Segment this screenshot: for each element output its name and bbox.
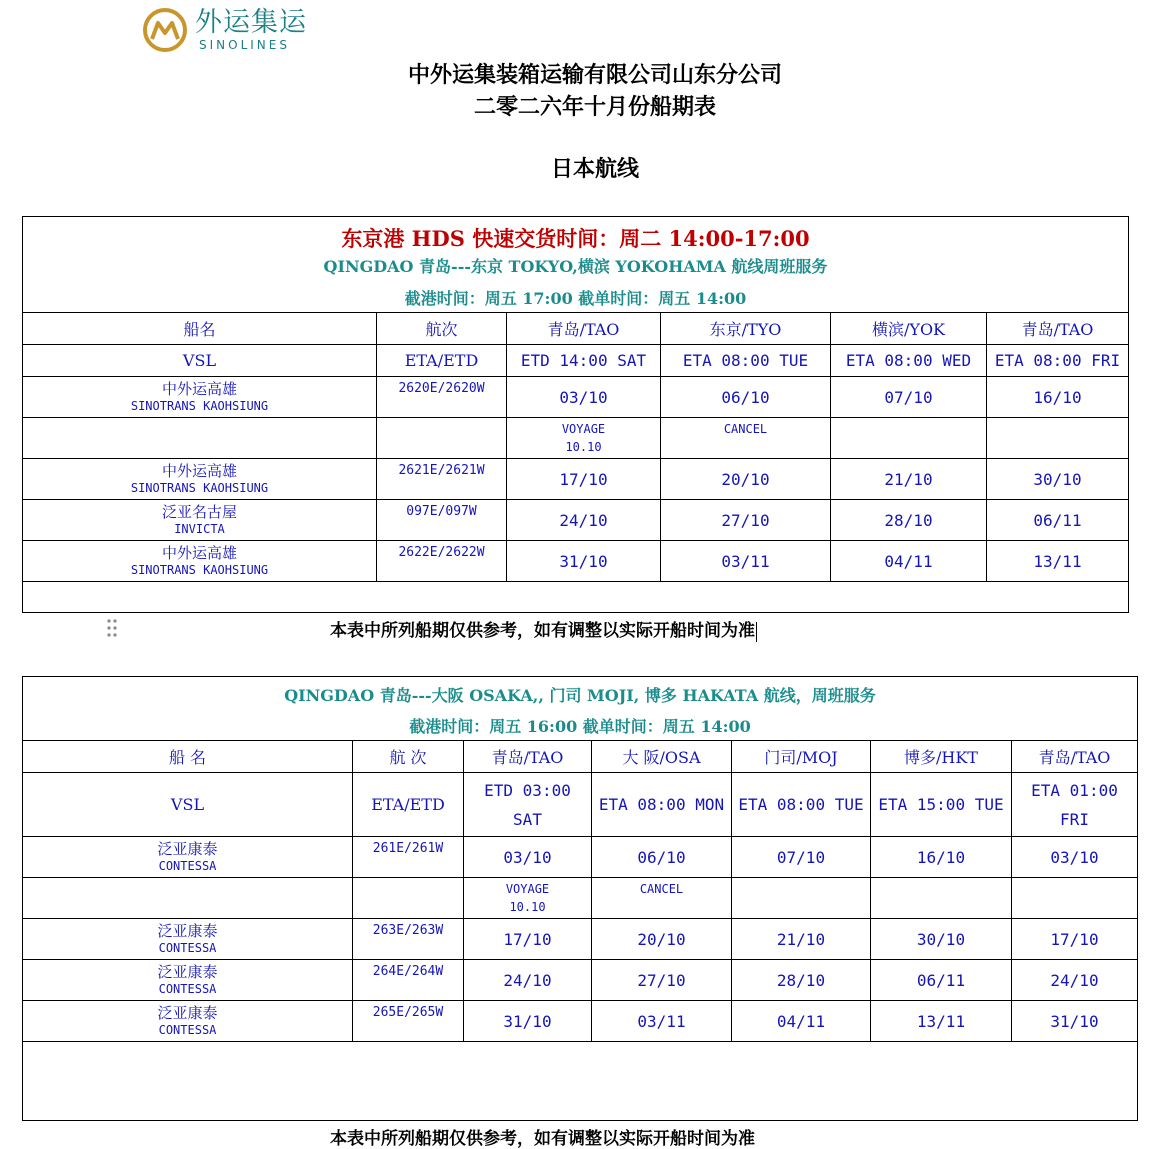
t1-empty-cell [831, 418, 987, 458]
t1-data-row [23, 377, 1128, 418]
t2-vessel-cell [23, 960, 353, 1000]
t1-data-row [23, 418, 1128, 459]
t2-header-text: 大 阪/OSA [622, 748, 701, 767]
t1-date-cell: 30/10 [1033, 469, 1082, 489]
t1-data-row [23, 541, 1128, 582]
t2-header-cell [871, 741, 1012, 772]
t2-empty-cell [732, 878, 871, 918]
t1-date-cell: 03/11 [661, 541, 831, 581]
table2-grid [23, 740, 1137, 1121]
t1-header-text: ETD 14:00 SAT [520, 351, 647, 370]
t2-voyage-note-text: VOYAGE [505, 882, 550, 896]
t2-date-cell: 24/10 [1050, 970, 1099, 990]
t1-voyage-cell: 2622E/2622W [377, 541, 507, 581]
company-name: 中外运集装箱运输有限公司山东分公司 [407, 62, 782, 88]
t1-date-cell: 16/10 [1033, 387, 1082, 407]
t1-data-row [23, 459, 1128, 500]
t2-date-cell: 20/10 [592, 919, 732, 959]
t2-header-text: ETA/ETD [371, 795, 445, 814]
t1-vessel-name-cn: 中外运高雄 [161, 380, 237, 398]
t2-empty-cell [871, 878, 1012, 918]
t2-header-text: ETA 15:00 TUE [878, 795, 1004, 814]
t2-vessel-name-cn: 泛亚康泰 [157, 963, 218, 981]
t2-voyage-cell: 261E/261W [353, 837, 464, 877]
t2-date-cell: 03/10 [1050, 847, 1099, 867]
t2-date-cell: 07/10 [732, 837, 871, 877]
t1-date-cell: 17/10 [507, 459, 661, 499]
t1-vessel-name-en: INVICTA [174, 522, 225, 536]
t2-date-cell: 30/10 [871, 919, 1012, 959]
t1-header-text: 航次 [425, 320, 458, 339]
t1-date-cell: 06/11 [1033, 510, 1082, 530]
t2-date-cell: 17/10 [464, 919, 592, 959]
tokyo-hds-banner: 东京港 HDS 快速交货时间：周二 14:00-17:00 [341, 226, 810, 251]
t1-header-cell [987, 345, 1128, 376]
t1-header-cell [377, 345, 507, 376]
t2-voyage-cell: 264E/264W [353, 960, 464, 1000]
table1-route-banner: QINGDAO 青岛---东京 TOKYO,横滨 YOKOHAMA 航线周班服务 [323, 257, 828, 276]
t2-date-cell: 16/10 [871, 837, 1012, 877]
t1-vessel-name-cn: 中外运高雄 [161, 544, 237, 562]
sinolines-logo-icon [143, 8, 187, 52]
sinolines-logo [143, 8, 323, 52]
t2-voyage-note-text: 10.10 [509, 900, 546, 914]
t1-date-cell: 24/10 [507, 500, 661, 540]
t2-vessel-name-cn: 泛亚康泰 [157, 1004, 218, 1022]
t1-date-cell: 31/10 [507, 541, 661, 581]
t2-header-cell [353, 773, 464, 836]
tokyo-yokohama-schedule-table [22, 216, 1129, 613]
route-title: 日本航线 [550, 156, 639, 182]
t2-date-cell: 04/11 [732, 1001, 871, 1041]
table2-route-banner: QINGDAO 青岛---大阪 OSAKA,, 门司 MOJI, 博多 HAKATA 航线，周班服务 [284, 686, 876, 705]
t2-date-cell: 31/10 [464, 1001, 592, 1041]
t1-date-cell: 03/10 [507, 377, 661, 417]
t2-header-text: ETA 08:00 TUE [738, 795, 864, 814]
t1-header-text: ETA 08:00 TUE [682, 351, 809, 370]
t2-cancel-note-cell [592, 878, 732, 918]
t2-header-text: 航 次 [389, 748, 427, 767]
t1-header-cell [831, 345, 987, 376]
t2-date-cell: 17/10 [1050, 929, 1099, 949]
t2-vessel-name-en: CONTESSA [158, 982, 217, 996]
t2-header-text: SAT [513, 809, 542, 829]
t2-date-cell: 21/10 [732, 919, 871, 959]
t1-voyage-cell: 097E/097W [377, 500, 507, 540]
t2-voyage-cell: 265E/265W [353, 1001, 464, 1041]
t1-header-text: 东京/TYO [709, 320, 782, 339]
t1-header-cell [661, 313, 831, 344]
t2-vessel-name-en: CONTESSA [158, 1023, 217, 1037]
t2-vessel-cell [23, 1001, 353, 1041]
t2-date-cell: 03/10 [464, 837, 592, 877]
t2-data-row [23, 919, 1137, 960]
t2-header-text: 博多/HKT [904, 748, 978, 767]
t1-voyage-cell: 2621E/2621W [377, 459, 507, 499]
t2-empty-cell [23, 878, 353, 918]
t2-header-cell [353, 741, 464, 772]
t2-header-cell [464, 773, 592, 836]
t2-header-cell [732, 773, 871, 836]
t1-header-text: 船名 [183, 320, 216, 339]
t2-header-text: FRI [1060, 809, 1089, 829]
t1-vessel-name-cn: 中外运高雄 [161, 462, 237, 480]
t2-header-text: ETA 01:00 [1031, 780, 1118, 800]
t2-vessel-name-cn: 泛亚康泰 [157, 840, 218, 858]
t2-date-cell: 28/10 [732, 960, 871, 1000]
t1-vessel-name-en: SINOTRANS KAOHSIUNG [130, 563, 269, 577]
t1-header-text: ETA/ETD [404, 351, 479, 370]
t1-header-cell [377, 313, 507, 344]
t1-header-cell [661, 345, 831, 376]
t1-header-text: 横滨/YOK [871, 320, 946, 339]
t2-header-cell [1012, 741, 1137, 772]
t1-header-text: VSL [182, 351, 217, 370]
t2-date-cell: 03/11 [592, 1001, 732, 1041]
t1-header-row-1 [23, 313, 1128, 345]
t1-voyage-note-cell [507, 418, 661, 458]
t2-empty-cell [353, 878, 464, 918]
t2-data-row [23, 878, 1137, 919]
t1-voyage-note-text: VOYAGE [561, 422, 606, 436]
t1-cancel-note-text: CANCEL [723, 422, 768, 436]
t1-blank-row [23, 582, 1128, 613]
t1-voyage-cell: 2620E/2620W [377, 377, 507, 417]
t1-header-text: 青岛/TAO [547, 320, 620, 339]
t2-vessel-name-cn: 泛亚康泰 [157, 922, 218, 940]
t2-header-text: ETA 08:00 MON [598, 795, 725, 814]
t1-header-cell [23, 345, 377, 376]
t2-date-cell: 31/10 [1050, 1011, 1099, 1031]
t2-header-text: 船 名 [168, 748, 207, 767]
t2-vessel-cell [23, 837, 353, 877]
t1-date-cell: 27/10 [661, 500, 831, 540]
t2-data-row [23, 1001, 1137, 1042]
t2-header-cell [23, 741, 353, 772]
t1-vessel-cell [23, 541, 377, 581]
t1-vessel-name-en: SINOTRANS KAOHSIUNG [130, 399, 269, 413]
t1-vessel-cell [23, 459, 377, 499]
t2-voyage-note-cell [464, 878, 592, 918]
t2-blank-row [23, 1042, 1137, 1121]
text-cursor [756, 622, 757, 642]
t1-date-cell: 07/10 [831, 377, 987, 417]
table1-cutoff-banner: 截港时间：周五 17:00 截单时间：周五 14:00 [404, 289, 747, 308]
t2-vessel-name-en: CONTESSA [158, 859, 217, 873]
t2-date-cell: 24/10 [464, 960, 592, 1000]
t2-header-text: ETD 03:00 [484, 780, 571, 800]
t2-header-cell [23, 773, 353, 836]
t1-header-cell [987, 313, 1128, 344]
t1-date-cell: 28/10 [831, 500, 987, 540]
drag-handle-icon[interactable] [106, 618, 118, 638]
t1-header-cell [23, 313, 377, 344]
t1-vessel-name-cn: 泛亚名古屋 [161, 503, 237, 521]
t2-vessel-cell [23, 919, 353, 959]
t2-cancel-note-text: CANCEL [639, 882, 684, 896]
logo-chinese-text: 外运集运 [195, 7, 307, 38]
t1-cancel-note-cell [661, 418, 831, 458]
t2-header-text: VSL [170, 795, 205, 814]
logo-english-text: SINOLINES [199, 38, 290, 52]
t2-header-cell [592, 741, 732, 772]
t2-header-cell [592, 773, 732, 836]
t1-vessel-cell [23, 377, 377, 417]
t2-header-text: 青岛/TAO [491, 748, 564, 767]
t2-date-cell: 13/11 [871, 1001, 1012, 1041]
t2-date-cell: 27/10 [592, 960, 732, 1000]
t1-date-cell: 21/10 [831, 459, 987, 499]
footnote-table1: 本表中所列船期仅供参考，如有调整以实际开船时间为准 [330, 621, 755, 641]
t1-header-cell [507, 313, 661, 344]
t2-date-cell: 06/10 [592, 837, 732, 877]
t2-header-cell [1012, 773, 1137, 836]
t1-date-cell: 06/10 [661, 377, 831, 417]
t2-header-cell [464, 741, 592, 772]
t2-empty-cell [1012, 878, 1137, 918]
t1-header-row-2 [23, 345, 1128, 377]
schedule-title: 二零二六年十月份船期表 [473, 94, 716, 120]
t2-voyage-cell: 263E/263W [353, 919, 464, 959]
table2-cutoff-banner: 截港时间：周五 16:00 截单时间：周五 14:00 [409, 717, 751, 736]
t2-vessel-name-en: CONTESSA [158, 941, 217, 955]
t1-data-row [23, 500, 1128, 541]
osaka-moji-hakata-schedule-table [22, 676, 1138, 1121]
t1-header-cell [831, 313, 987, 344]
t2-data-row [23, 837, 1137, 878]
t1-header-text: ETA 08:00 FRI [994, 351, 1121, 370]
t2-header-row-1 [23, 741, 1137, 773]
t1-date-cell: 20/10 [661, 459, 831, 499]
t1-voyage-note-text: 10.10 [565, 440, 602, 454]
t1-header-text: ETA 08:00 WED [845, 351, 972, 370]
t2-header-cell [732, 741, 871, 772]
table1-grid [23, 312, 1128, 613]
t1-empty-cell [23, 418, 377, 458]
t2-header-text: 门司/MOJ [764, 748, 838, 767]
t1-empty-cell [987, 418, 1128, 458]
t1-vessel-name-en: SINOTRANS KAOHSIUNG [130, 481, 269, 495]
t1-empty-cell [377, 418, 507, 458]
t2-data-row [23, 960, 1137, 1001]
t2-header-text: 青岛/TAO [1038, 748, 1111, 767]
footnote-table2: 本表中所列船期仅供参考，如有调整以实际开船时间为准 [330, 1129, 755, 1149]
t1-header-text: 青岛/TAO [1021, 320, 1094, 339]
t1-date-cell: 13/11 [1033, 551, 1082, 571]
t2-header-cell [871, 773, 1012, 836]
t1-vessel-cell [23, 500, 377, 540]
t1-date-cell: 04/11 [831, 541, 987, 581]
t1-header-cell [507, 345, 661, 376]
t2-header-row-2 [23, 773, 1137, 837]
t2-date-cell: 06/11 [871, 960, 1012, 1000]
